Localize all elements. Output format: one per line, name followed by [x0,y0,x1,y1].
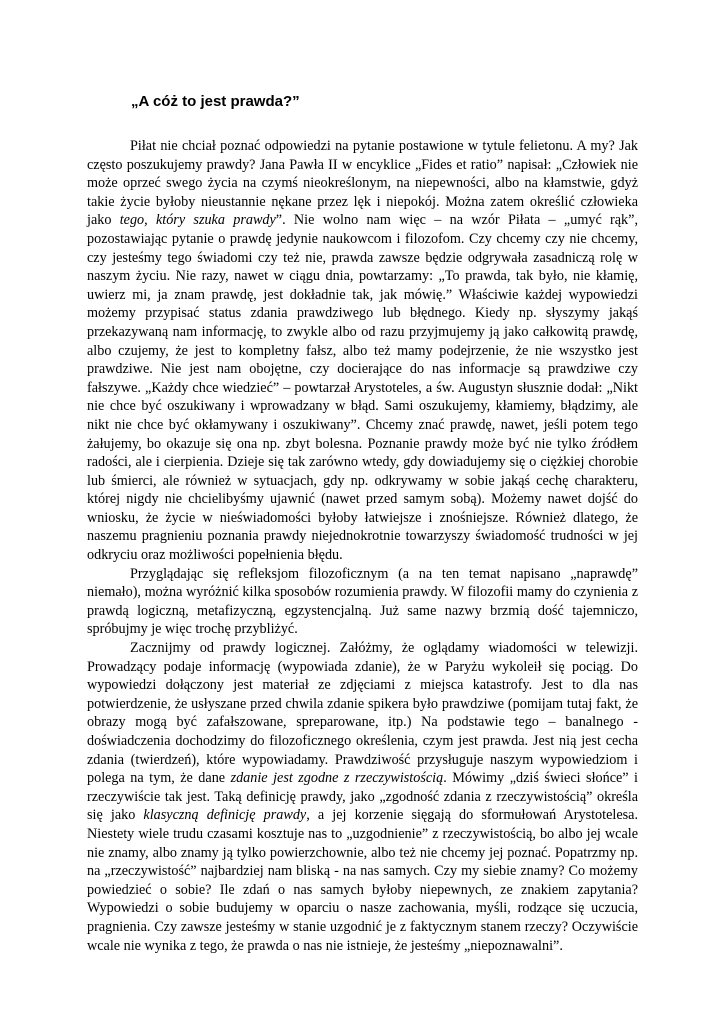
paragraph-1-text-2: ”. Nie wolno nam więc – na wzór Piłata – „umyć rąk”, pozostawiając pytanie o prawdę jedynie naukowcom i filozofom. Czy chcemy czy nie chcemy, czy jesteśmy tego świadomi czy też nie, prawda zawsze będzie odgrywała zasadniczą rolę w naszym życiu. Nie razy, nawet w ciągu dnia, powtarzamy: „To prawda, tak było, nie kłamię, uwierz mi, ja znam prawdę, jest dokładnie tak, jak mówię.” Właściwie każdej wypowiedzi możemy przypisać status zdania prawdziwego lub błędnego. Kiedy np. słyszymy jakąś przekazywaną nam informację, to zwykle albo od razu przyjmujemy ją jako całkowitą prawdę, albo czujemy, że jest to kompletny fałsz, albo też mamy podejrzenie, że nie wszystko jest prawdziwe. Nie jest nam obojętne, czy docierające do nas informacje są prawdziwe czy fałszywe. „Każdy chce wiedzieć” – powtarzał Arystoteles, a św. Augustyn słusznie dodał: „Nikt nie chce być oszukiwany i wprowadzany w błąd. Sami oszukujemy, kłamiemy, błądzimy, ale nikt nie chce być okłamywany i oszukiwany”. Chcemy znać prawdę, nawet, jeśli potem tego żałujemy, bo okazuje się ona np. zbyt bolesna. Poznanie prawdy może być nie tylko źródłem radości, ale i cierpienia. Dzieje się tak zarówno wtedy, gdy dowiadujemy się o ciężkiej chorobie lub śmierci, ale również w sytuacjach, gdy np. odkrywamy w sobie jakąś cechę charakteru, której nigdy nie chcielibyśmy ujawnić (nawet przed samym sobą). Możemy nawet dojść do wniosku, że życie w nieświadomości byłoby łatwiejsze i znośniejsze. Również dlatego, że naszemu pragnieniu poznania prawdy niejednokrotnie towarzyszy świadomość trudności w jej odkryciu oraz możliwości popełnienia błędu. [87,212,638,564]
paragraph-2-text-1: Przyglądając się refleksjom filozoficznym (a na ten temat napisano „naprawdę” niemało), można wyróżnić kilka sposobów rozumienia prawdy. W filozofii mamy do czynienia z prawdą logiczną, metafizyczną, egzystencjalną. Już same nazwy brzmią dość tajemniczo, spróbujmy je więc trochę przybliżyć. [87,565,638,638]
paragraph-3-italic-1: zdanie jest zgodne z rzeczywistością [230,770,444,787]
document-body [87,137,638,955]
paragraph-1-italic-1: tego, który szuka prawdy [119,212,276,229]
paragraph-3-italic-2: klasyczną definicję prawdy [143,807,307,824]
paragraph-2 [87,565,638,639]
paragraph-3 [87,639,638,955]
paragraph-3-text-2: . Mówimy „dziś świeci słońce” i rzeczywiście tak jest. Taką definicję prawdy, jako „zgodność zdania z rzeczywistością” określa się jako [87,770,638,824]
paragraph-1-text-1: Piłat nie chciał poznać odpowiedzi na pytanie postawione w tytule felietonu. A my? Jak często poszukujemy prawdy? Jana Pawła II w encyklice „Fides et ratio” napisał: „Człowiek nie może oprzeć swego życia na czymś nieokreślonym, na niepewności, albo na kłamstwie, gdyż takie życie byłoby nieustannie nękane przez lęk i niepokój. Można zatem określić człowieka jako [87,138,638,229]
paragraph-3-text-1: Zacznijmy od prawdy logicznej. Załóżmy, że oglądamy wiadomości w telewizji. Prowadzący podaje informację (wypowiada zdanie), że w Paryżu wykoleił się pociąg. Do wypowiedzi dołączony jest materiał ze zdjęciami z miejsca katastrofy. Jest to dla nas potwierdzenie, że usłyszane przed chwila zdanie spikera było prawdziwe (pomijam tutaj fakt, że obrazy mogą być zafałszowane, spreparowane, itp.) Na podstawie tego – banalnego - doświadczenia dochodzimy do filozoficznego określenia, czym jest prawda. Jest nią jest cecha zdania (twierdzeń), które wypowiadamy. Prawdziwość przysługuje naszym wypowiedziom i polega na tym, że dane [87,640,638,787]
paragraph-3-text-3: , a jej korzenie sięgają do sformułowań Arystotelesa. Niestety wiele trudu czasami kosztuje nas to „uzgodnienie” z rzeczywistością, bo albo jej wcale nie znamy, albo znamy ją tylko powierzchownie, albo też nie chcemy jej poznać. Popatrzmy np. na „rzeczywistość” najbardziej nam bliską - na nas samych. Czy my siebie znamy? Co możemy powiedzieć o sobie? Ile zdań o nas samych byłoby niepewnych, ze znakiem zapytania? Wypowiedzi o sobie budujemy w oparciu o nasze zachowania, myśli, rodzące się uczucia, pragnienia. Czy zawsze jesteśmy w stanie uzgodnić je z faktycznym stanem rzeczy? Oczywiście wcale nie wynika z tego, że prawda o nas nie istnieje, że jesteśmy „niepoznawalni”. [87,807,638,954]
paragraph-1 [87,137,638,565]
document-title: „A cóż to jest prawda?” [131,93,300,110]
